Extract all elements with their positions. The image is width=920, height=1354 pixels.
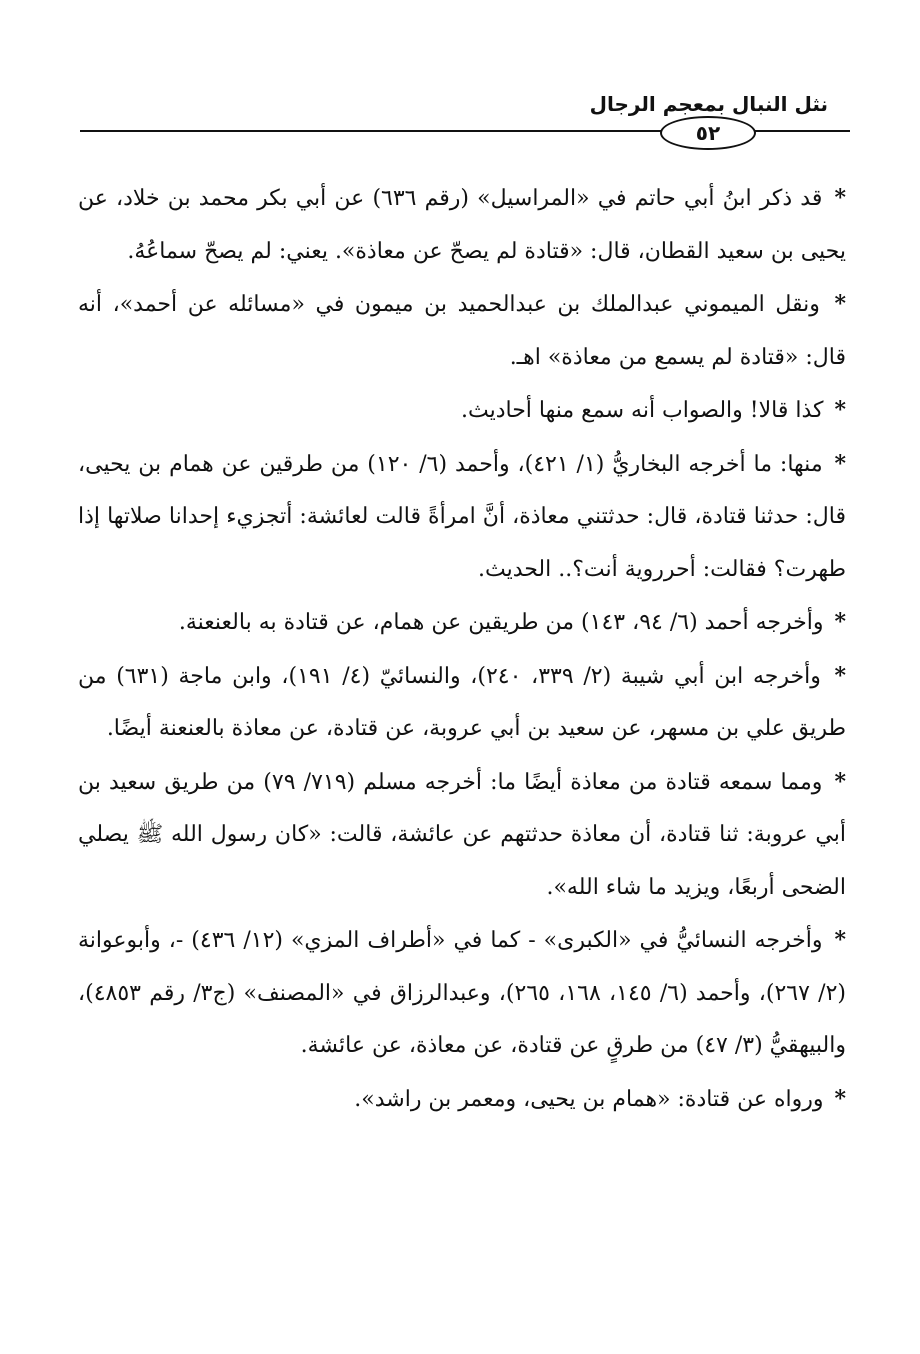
- paragraph-text: قد ذكر ابنُ أبي حاتم في «المراسيل» (رقم ٦٣٦) عن أبي بكر محمد بن خلاد، عن يحيى بن سعيد القطان، قال: «قتادة لم يصحّ عن معاذة». يعني: لم يصحّ سماعُهُ.: [78, 186, 846, 264]
- paragraph: [78, 438, 846, 597]
- paragraph-text: وأخرجه ابن أبي شيبة (٢/ ٣٣٩، ٢٤٠)، والنسائيّ (٤/ ١٩١)، وابن ماجة (٦٣١) من طريق علي بن مسهر، عن سعيد بن أبي عروبة، عن قتادة، عن معاذة بالعنعنة أيضًا.: [78, 663, 846, 741]
- paragraph: [78, 914, 846, 1073]
- paragraph-text: منها: ما أخرجه البخاريُّ (١/ ٤٢١)، وأحمد (٦/ ١٢٠) من طرقين عن همام بن يحيى، قال: حدثنا قتادة، قال: حدثتني معاذة، أنَّ امرأةً قالت لعائشة: أتجزيء إحدانا صلاتها إذا طهرت؟ فقالت: أحرروية أنت؟.. الحديث.: [78, 451, 846, 582]
- paragraph: [78, 756, 846, 915]
- paragraph: [78, 1073, 846, 1127]
- paragraph: [78, 384, 846, 438]
- asterisk-bullet: *: [834, 609, 846, 635]
- asterisk-bullet: *: [834, 450, 847, 477]
- asterisk-bullet: *: [834, 768, 847, 795]
- page-number-oval: ٥٢: [660, 116, 756, 150]
- asterisk-bullet: *: [834, 662, 847, 689]
- paragraph-text: وأخرجه أحمد (٦/ ٩٤، ١٤٣) من طريقين عن همام، عن قتادة به بالعنعنة.: [178, 610, 824, 635]
- paragraph: [78, 650, 846, 756]
- paragraph: [78, 172, 846, 278]
- main-text: [78, 172, 846, 1126]
- asterisk-bullet: *: [834, 927, 847, 953]
- asterisk-bullet: *: [834, 397, 846, 423]
- asterisk-bullet: *: [834, 185, 846, 211]
- paragraph-text: كذا قالا! والصواب أنه سمع منها أحاديث.: [460, 398, 824, 423]
- running-header-title: نثل النبال بمعجم الرجال: [589, 92, 828, 116]
- asterisk-bullet: *: [834, 1085, 846, 1112]
- paragraph: [78, 596, 846, 650]
- paragraph-text: ومما سمعه قتادة من معاذة أيضًا ما: أخرجه مسلم (٧١٩/ ٧٩) من طريق سعيد بن أبي عروبة: ثنا قتادة، أن معاذة حدثتهم عن عائشة، قالت: «كان رسول الله ﷺ يصلي الضحى أربعًا، ويزيد ما شاء الله».: [78, 769, 846, 900]
- paragraph: [78, 278, 846, 384]
- paragraph-text: وأخرجه النسائيُّ في «الكبرى» - كما في «أطراف المزي» (١٢/ ٤٣٦) -، وأبوعوانة (٢/ ٢٦٧)، وأحمد (٦/ ١٤٥، ١٦٨، ٢٦٥)، وعبدالرزاق في «المصنف» (ج٣/ رقم ٤٨٥٣)، والبيهقيُّ (٣/ ٤٧) من طرقٍ عن قتادة، عن معاذة، عن عائشة.: [78, 928, 847, 1058]
- paragraph-text: ورواه عن قتادة: «همام بن يحيى، ومعمر بن راشد».: [354, 1086, 824, 1112]
- asterisk-bullet: *: [834, 291, 846, 317]
- paragraph-text: ونقل الميموني عبدالملك بن عبدالحميد بن ميمون في «مسائله عن أحمد»، أنه قال: «قتادة لم يسمع من معاذة» اهـ.: [78, 292, 846, 370]
